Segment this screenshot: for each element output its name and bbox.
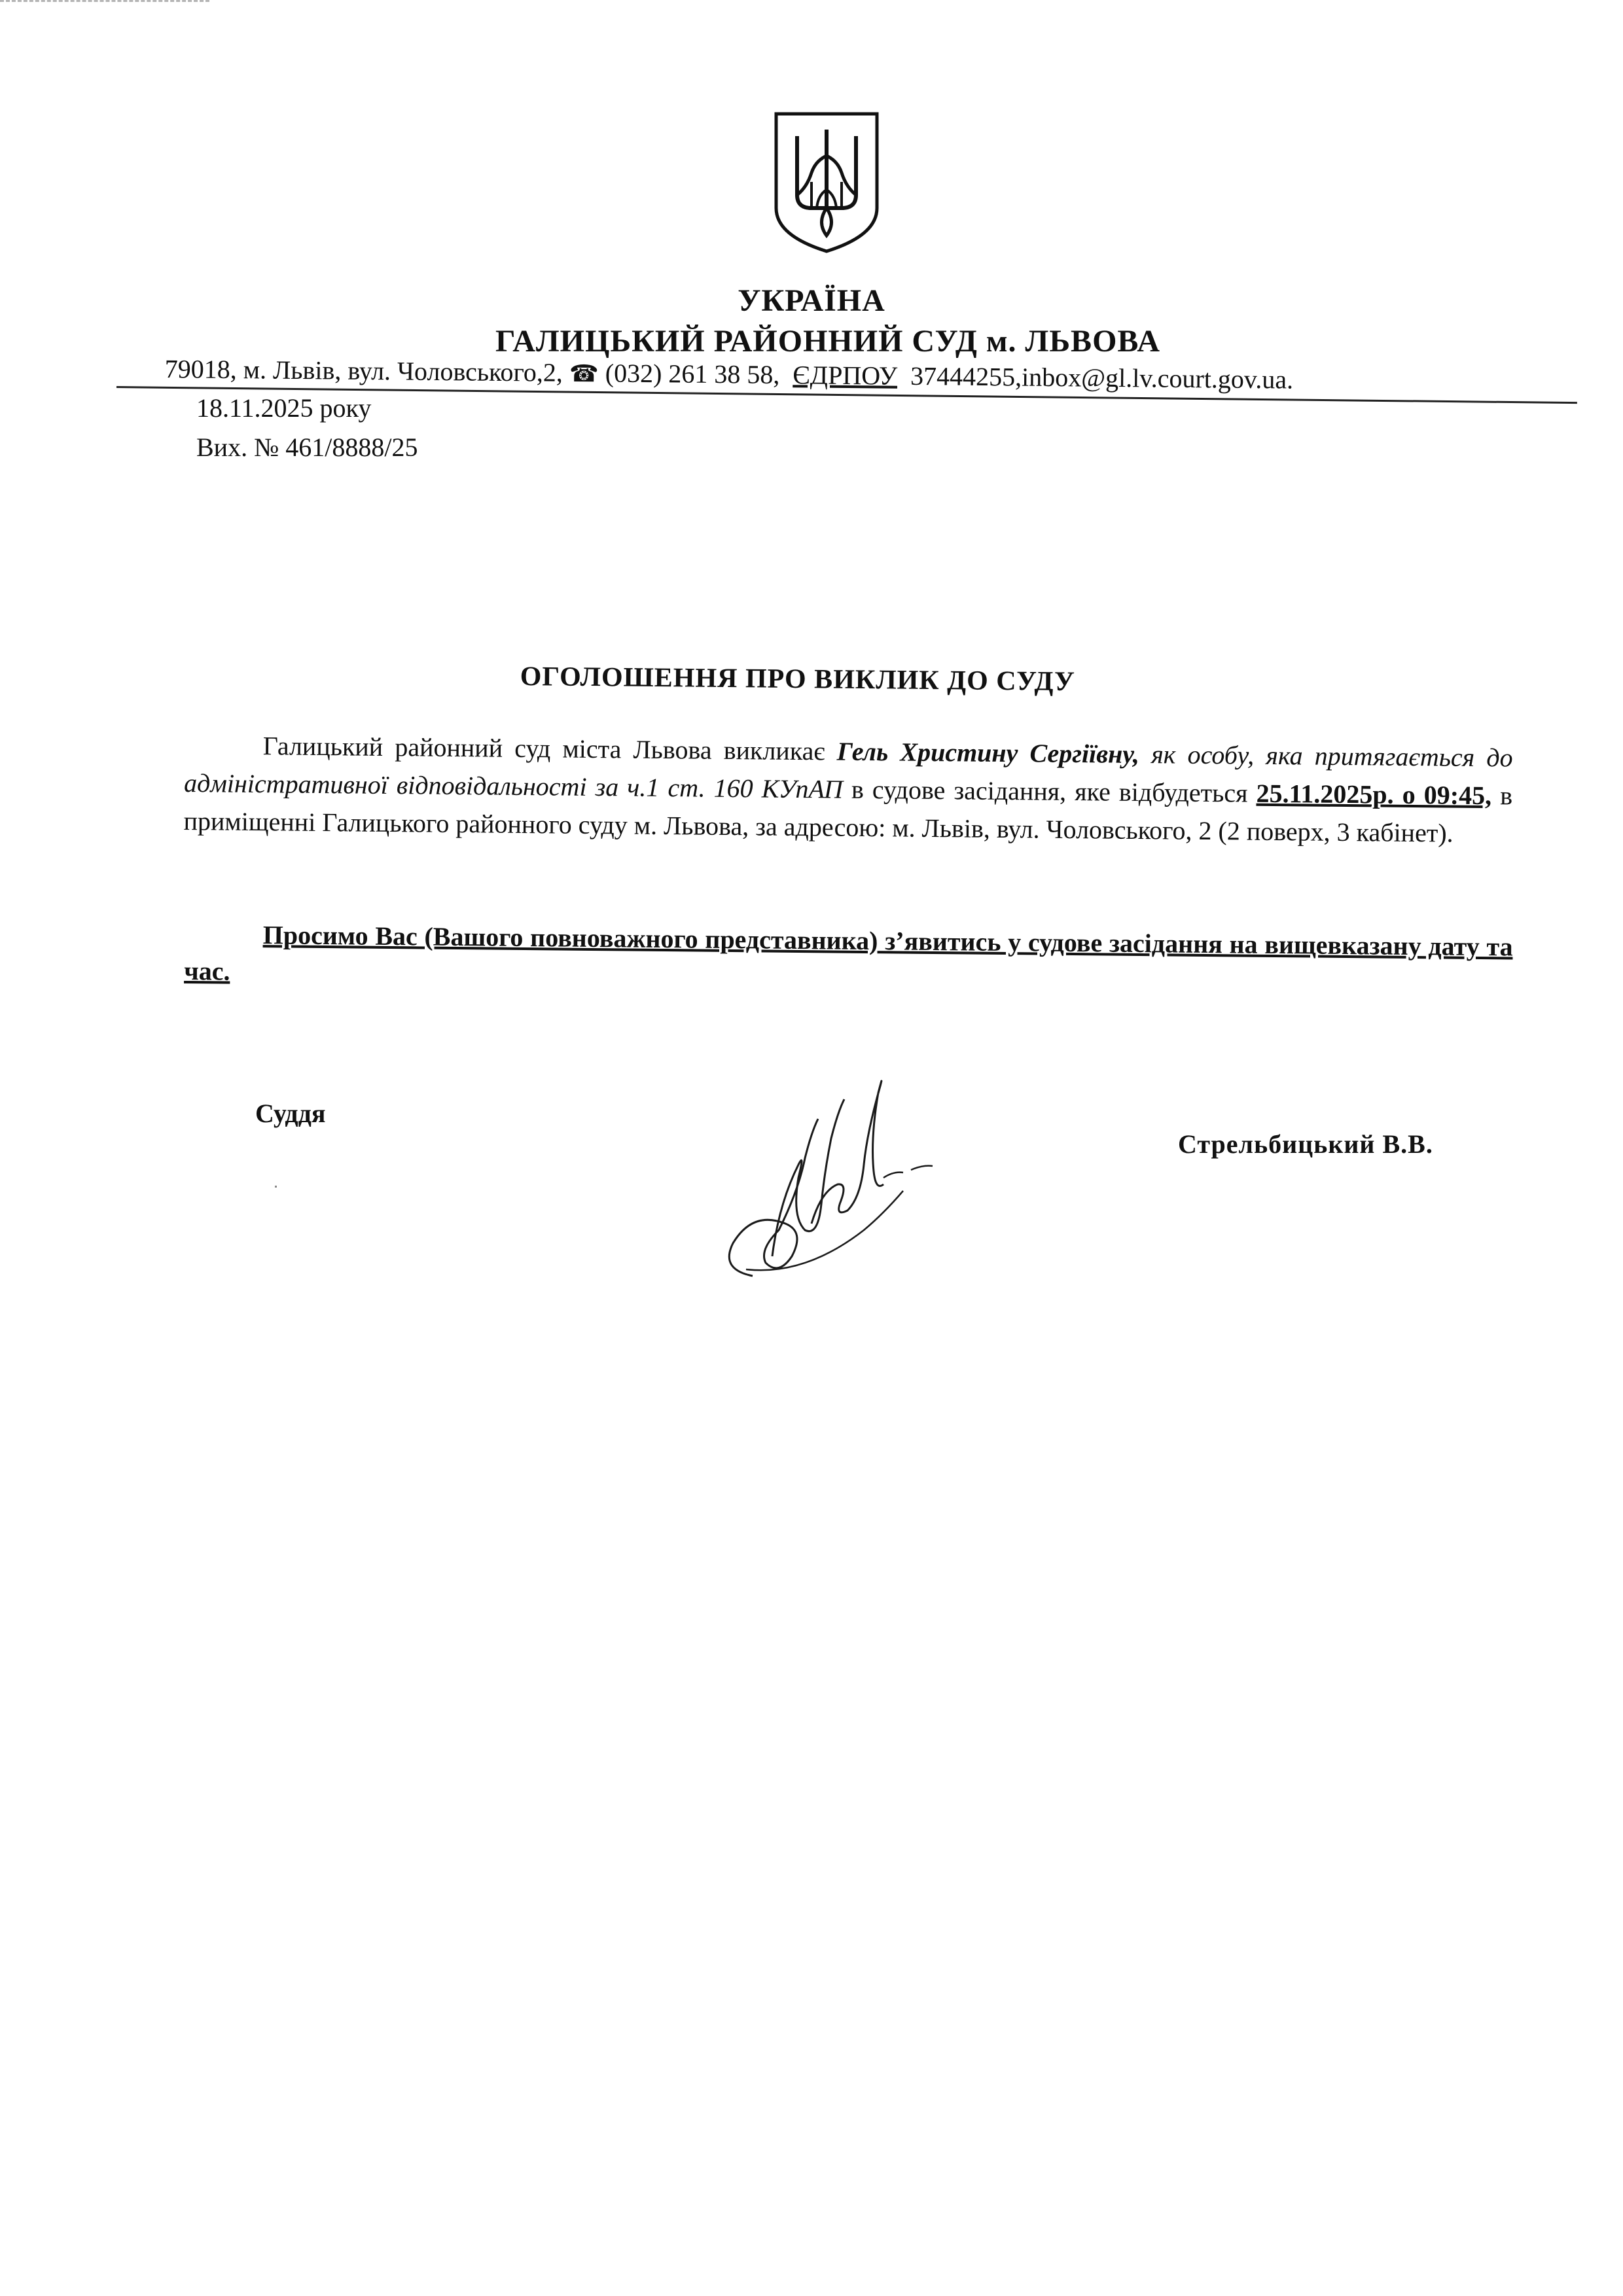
summons-paragraph [183, 726, 1513, 853]
contact-line [165, 353, 1572, 398]
summoned-person: Гель Христину Сергіївну, [836, 736, 1140, 769]
document-date: 18.11.2025 року [196, 393, 372, 423]
body-hearing-text: в судове засідання, яке відбудеться [842, 774, 1257, 808]
legal-basis: як особу, яка притягається до адміністративної відповідальності за ч.1 ст. 160 КУпАП [183, 739, 1513, 804]
header-country: УКРАЇНА [738, 283, 885, 318]
edrpou-label: ЄДРПОУ [793, 360, 898, 391]
scan-speck [275, 1186, 277, 1188]
appearance-request: Просимо Вас (Вашого повноважного представника) з’явитись у судове засідання на вищевказану дату та час. [183, 920, 1513, 986]
trident-emblem-icon [771, 110, 882, 255]
court-phone: (032) 261 38 58, [605, 358, 780, 390]
court-address: 79018, м. Львів, вул. Чоловського,2, [164, 353, 563, 387]
edrpou-email: 37444255,inbox@gl.lv.court.gov.ua. [910, 361, 1294, 395]
judge-role-label: Суддя [255, 1099, 326, 1128]
outgoing-number: Вих. № 461/8888/25 [196, 433, 418, 462]
document-title: ОГОЛОШЕННЯ ПРО ВИКЛИК ДО СУДУ [520, 661, 1076, 698]
header-court-name: ГАЛИЦЬКИЙ РАЙОННИЙ СУД м. ЛЬВОВА [495, 324, 1161, 359]
scan-edge-mark [0, 0, 209, 6]
judge-signature [707, 1060, 942, 1296]
telephone-icon: ☎ [569, 360, 599, 387]
hearing-datetime: 25.11.2025р. о 09:45, [1256, 778, 1492, 811]
judge-name: Стрельбицький В.В. [1178, 1129, 1433, 1159]
body-location: в приміщенні Галицького районного суду м. Львова, за адресою: м. Львів, вул. Чоловського, 2 (2 поверх, 3 кабінет). [183, 781, 1513, 848]
body-intro: Галицький районний суд міста Львова викликає [262, 731, 837, 766]
